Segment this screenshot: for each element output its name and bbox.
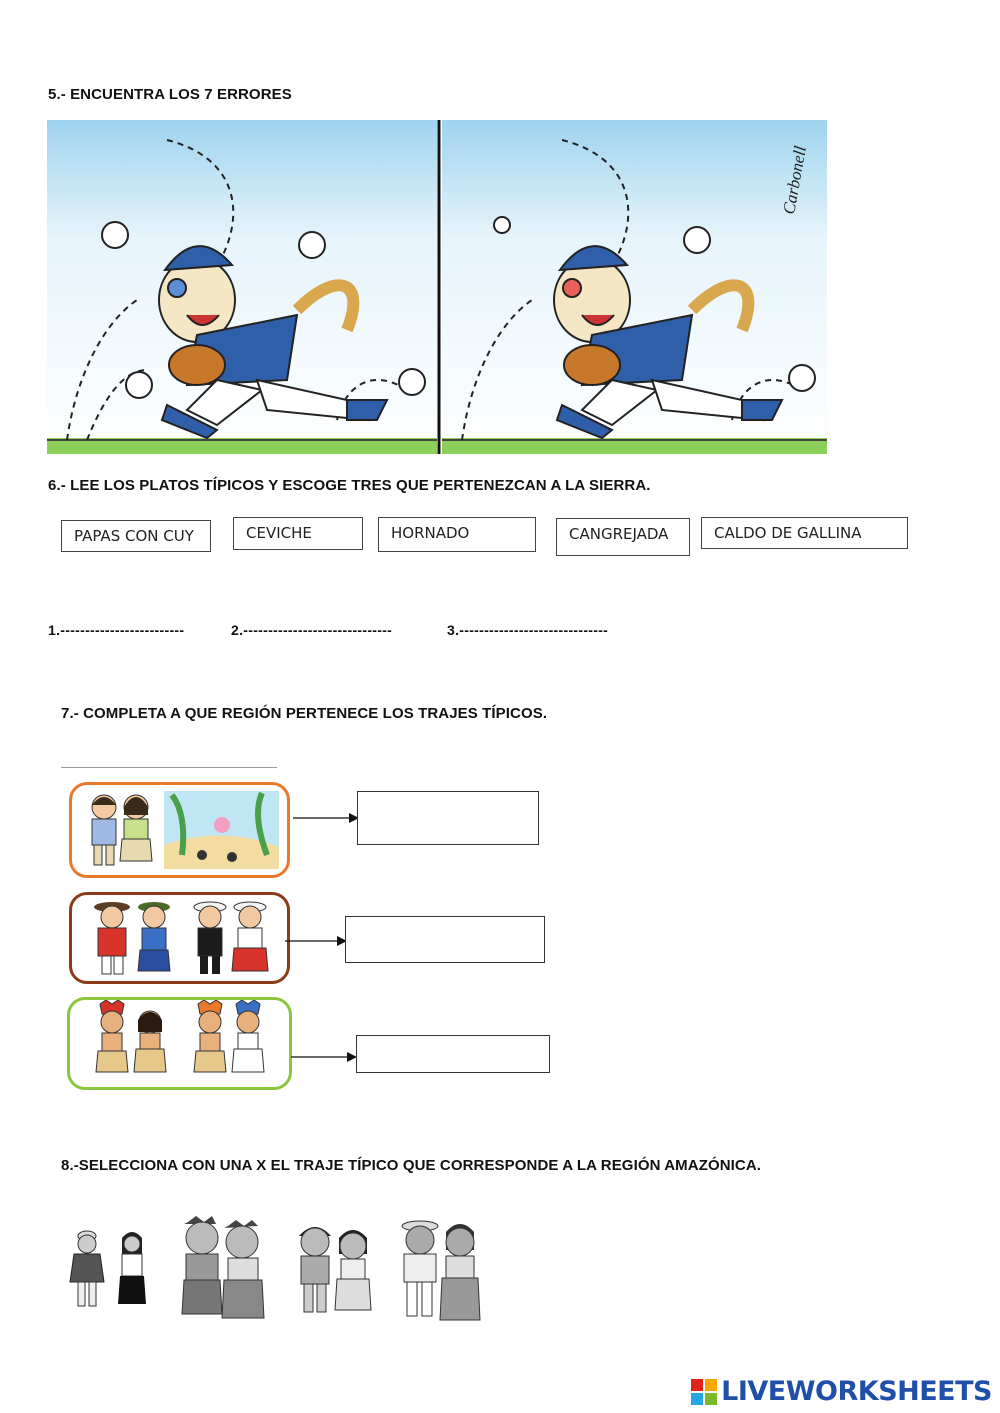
costume-option-4[interactable] xyxy=(392,1216,487,1331)
answer-blank-3[interactable]: 3.------------------------------ xyxy=(447,622,609,638)
answer-blank-1[interactable]: 1.------------------------- xyxy=(48,622,185,638)
costume-option-3[interactable] xyxy=(287,1218,382,1326)
costume-option-2[interactable] xyxy=(172,1214,272,1326)
liveworksheets-logo-text: LIVEWORKSHEETS xyxy=(721,1376,992,1407)
region-card-oriente xyxy=(67,997,292,1090)
cartoonist-signature: Carbonell xyxy=(779,144,810,216)
divider-line xyxy=(61,767,277,768)
costume-oriente-illustration xyxy=(70,1000,289,1087)
costume-sierra-illustration xyxy=(72,895,287,981)
liveworksheets-logo xyxy=(691,1376,992,1407)
costume-option-1[interactable] xyxy=(62,1214,157,1314)
dish-option-hornado[interactable]: HORNADO xyxy=(378,517,536,552)
arrow-3 xyxy=(291,1049,357,1065)
region-answer-box-1[interactable] xyxy=(357,791,539,845)
dish-option-cangrejada[interactable]: CANGREJADA xyxy=(556,518,690,556)
region-card-costa xyxy=(69,782,290,878)
section-6-title: 6.- LEE LOS PLATOS TÍPICOS Y ESCOGE TRES QUE PERTENEZCAN A LA SIERRA. xyxy=(48,477,651,494)
region-answer-box-2[interactable] xyxy=(345,916,545,963)
arrow-1 xyxy=(293,810,359,826)
dish-option-papas-con-cuy[interactable]: PAPAS CON CUY xyxy=(61,520,211,552)
arrow-2 xyxy=(285,933,347,949)
region-card-sierra xyxy=(69,892,290,984)
cartoon-panel-right xyxy=(442,120,827,454)
section-7-title: 7.- COMPLETA A QUE REGIÓN PERTENECE LOS TRAJES TÍPICOS. xyxy=(61,705,548,722)
cartoon-panel-left xyxy=(47,120,437,454)
dish-option-ceviche[interactable]: CEVICHE xyxy=(233,517,363,550)
liveworksheets-logo-icon xyxy=(691,1379,717,1405)
dish-option-caldo-de-gallina[interactable]: CALDO DE GALLINA xyxy=(701,517,908,549)
region-answer-box-3[interactable] xyxy=(356,1035,550,1073)
costume-costa-illustration xyxy=(72,785,287,875)
spot-the-difference-image xyxy=(47,120,827,454)
answer-blank-2[interactable]: 2.------------------------------ xyxy=(231,622,393,638)
section-8-title: 8.-SELECCIONA CON UNA X EL TRAJE TÍPICO QUE CORRESPONDE A LA REGIÓN AMAZÓNICA. xyxy=(61,1157,762,1174)
section-5-title: 5.- ENCUENTRA LOS 7 ERRORES xyxy=(48,86,292,103)
